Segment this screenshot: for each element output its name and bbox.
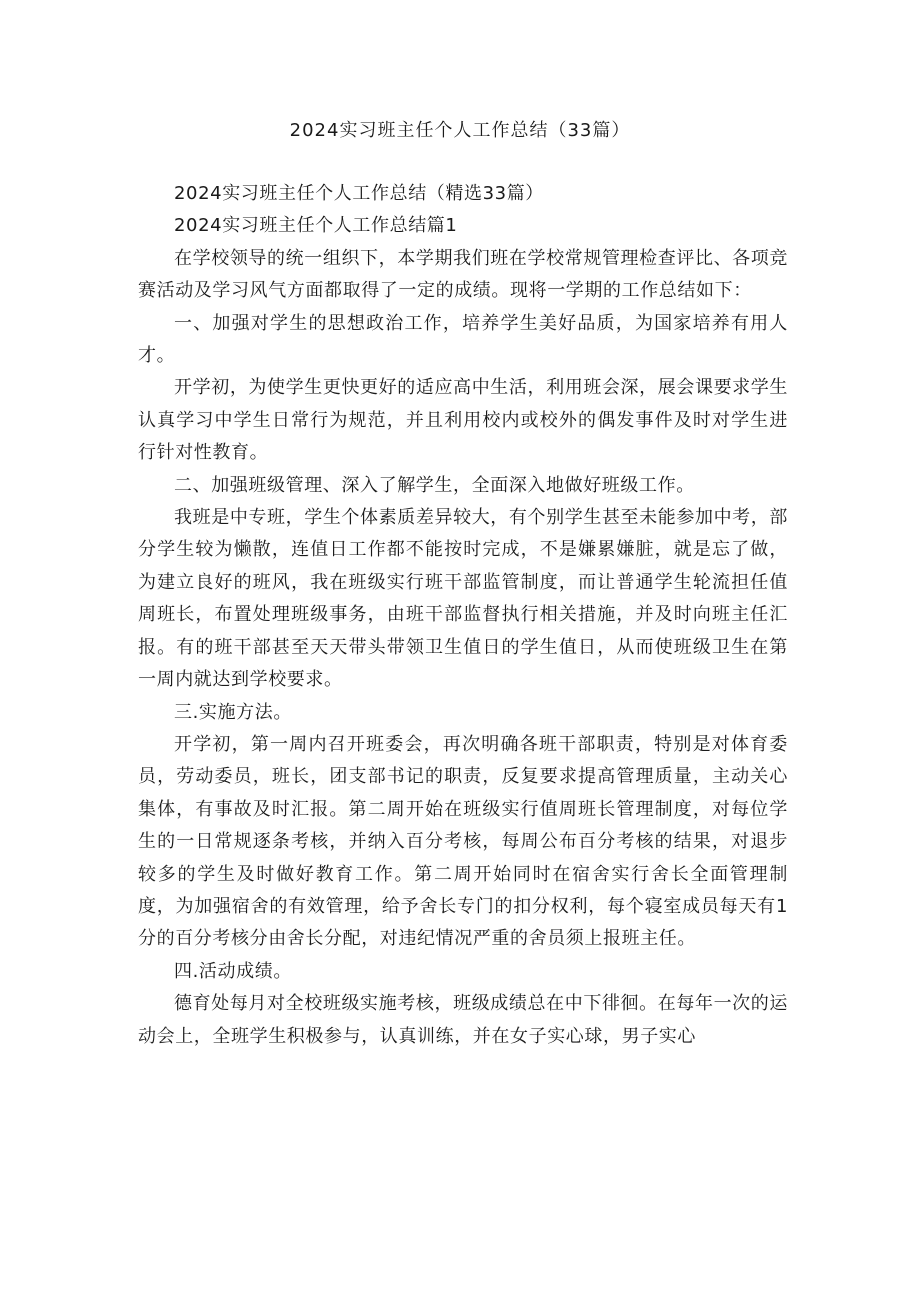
document-title: 2024实习班主任个人工作总结（33篇） [289, 120, 631, 141]
section-heading: 2024实习班主任个人工作总结篇1 [174, 215, 458, 237]
body-paragraph: 在学校领导的统一组织下，本学期我们班在学校常规管理检查评比、各项竞赛活动及学习风气方面都取得了一定的成绩。现将一学期的工作总结如下： [138, 247, 788, 302]
section-heading: 三.实施方法。 [174, 701, 292, 723]
section-heading: 四.活动成绩。 [174, 960, 292, 982]
body-paragraph: 开学初，第一周内召开班委会，再次明确各班干部职责，特别是对体育委员，劳动委员，班长，团支部书记的职责，反复要求提高管理质量，主动关心集体，有事故及时汇报。第二周开始在班级实行值周班长管理制度，对每位学生的一日常规逐条考核，并纳入百分考核，每周公布百分考核的结果，对退步较多的学生及时做好教育工作。第二周开始同时在宿舍实行舍长全面管理制度，为加强宿舍的有效管理，给予舍长专门的扣分权利，每个寝室成员每天有1分的百分考核分由舍长分配，对违纪情况严重的舍员须上报班主任。 [138, 733, 788, 950]
body-paragraph: 我班是中专班，学生个体素质差异较大，有个别学生甚至未能参加中考，部分学生较为懒散，连值日工作都不能按时完成，不是嫌累嫌脏，就是忘了做，为建立良好的班风，我在班级实行班干部监管制度，而让普通学生轮流担任值周班长，布置处理班级事务，由班干部监督执行相关措施，并及时向班主任汇报。有的班干部甚至天天带头带领卫生值日的学生值日，从而使班级卫生在第一周内就达到学校要求。 [138, 507, 788, 691]
document-body [138, 178, 788, 1053]
subtitle-paragraph: 2024实习班主任个人工作总结（精选33篇） [174, 183, 544, 204]
section-heading: 一、加强对学生的思想政治工作，培养学生美好品质，为国家培养有用人才。 [138, 312, 788, 367]
section-heading: 二、加强班级管理、深入了解学生，全面深入地做好班级工作。 [174, 474, 695, 496]
body-paragraph: 开学初，为使学生更快更好的适应高中生活，利用班会深，展会课要求学生认真学习中学生日常行为规范，并且利用校内或校外的偶发事件及时对学生进行针对性教育。 [138, 377, 788, 464]
body-paragraph: 德育处每月对全校班级实施考核，班级成绩总在中下徘徊。在每年一次的运动会上，全班学生积极参与，认真训练，并在女子实心球，男子实心 [138, 993, 788, 1047]
